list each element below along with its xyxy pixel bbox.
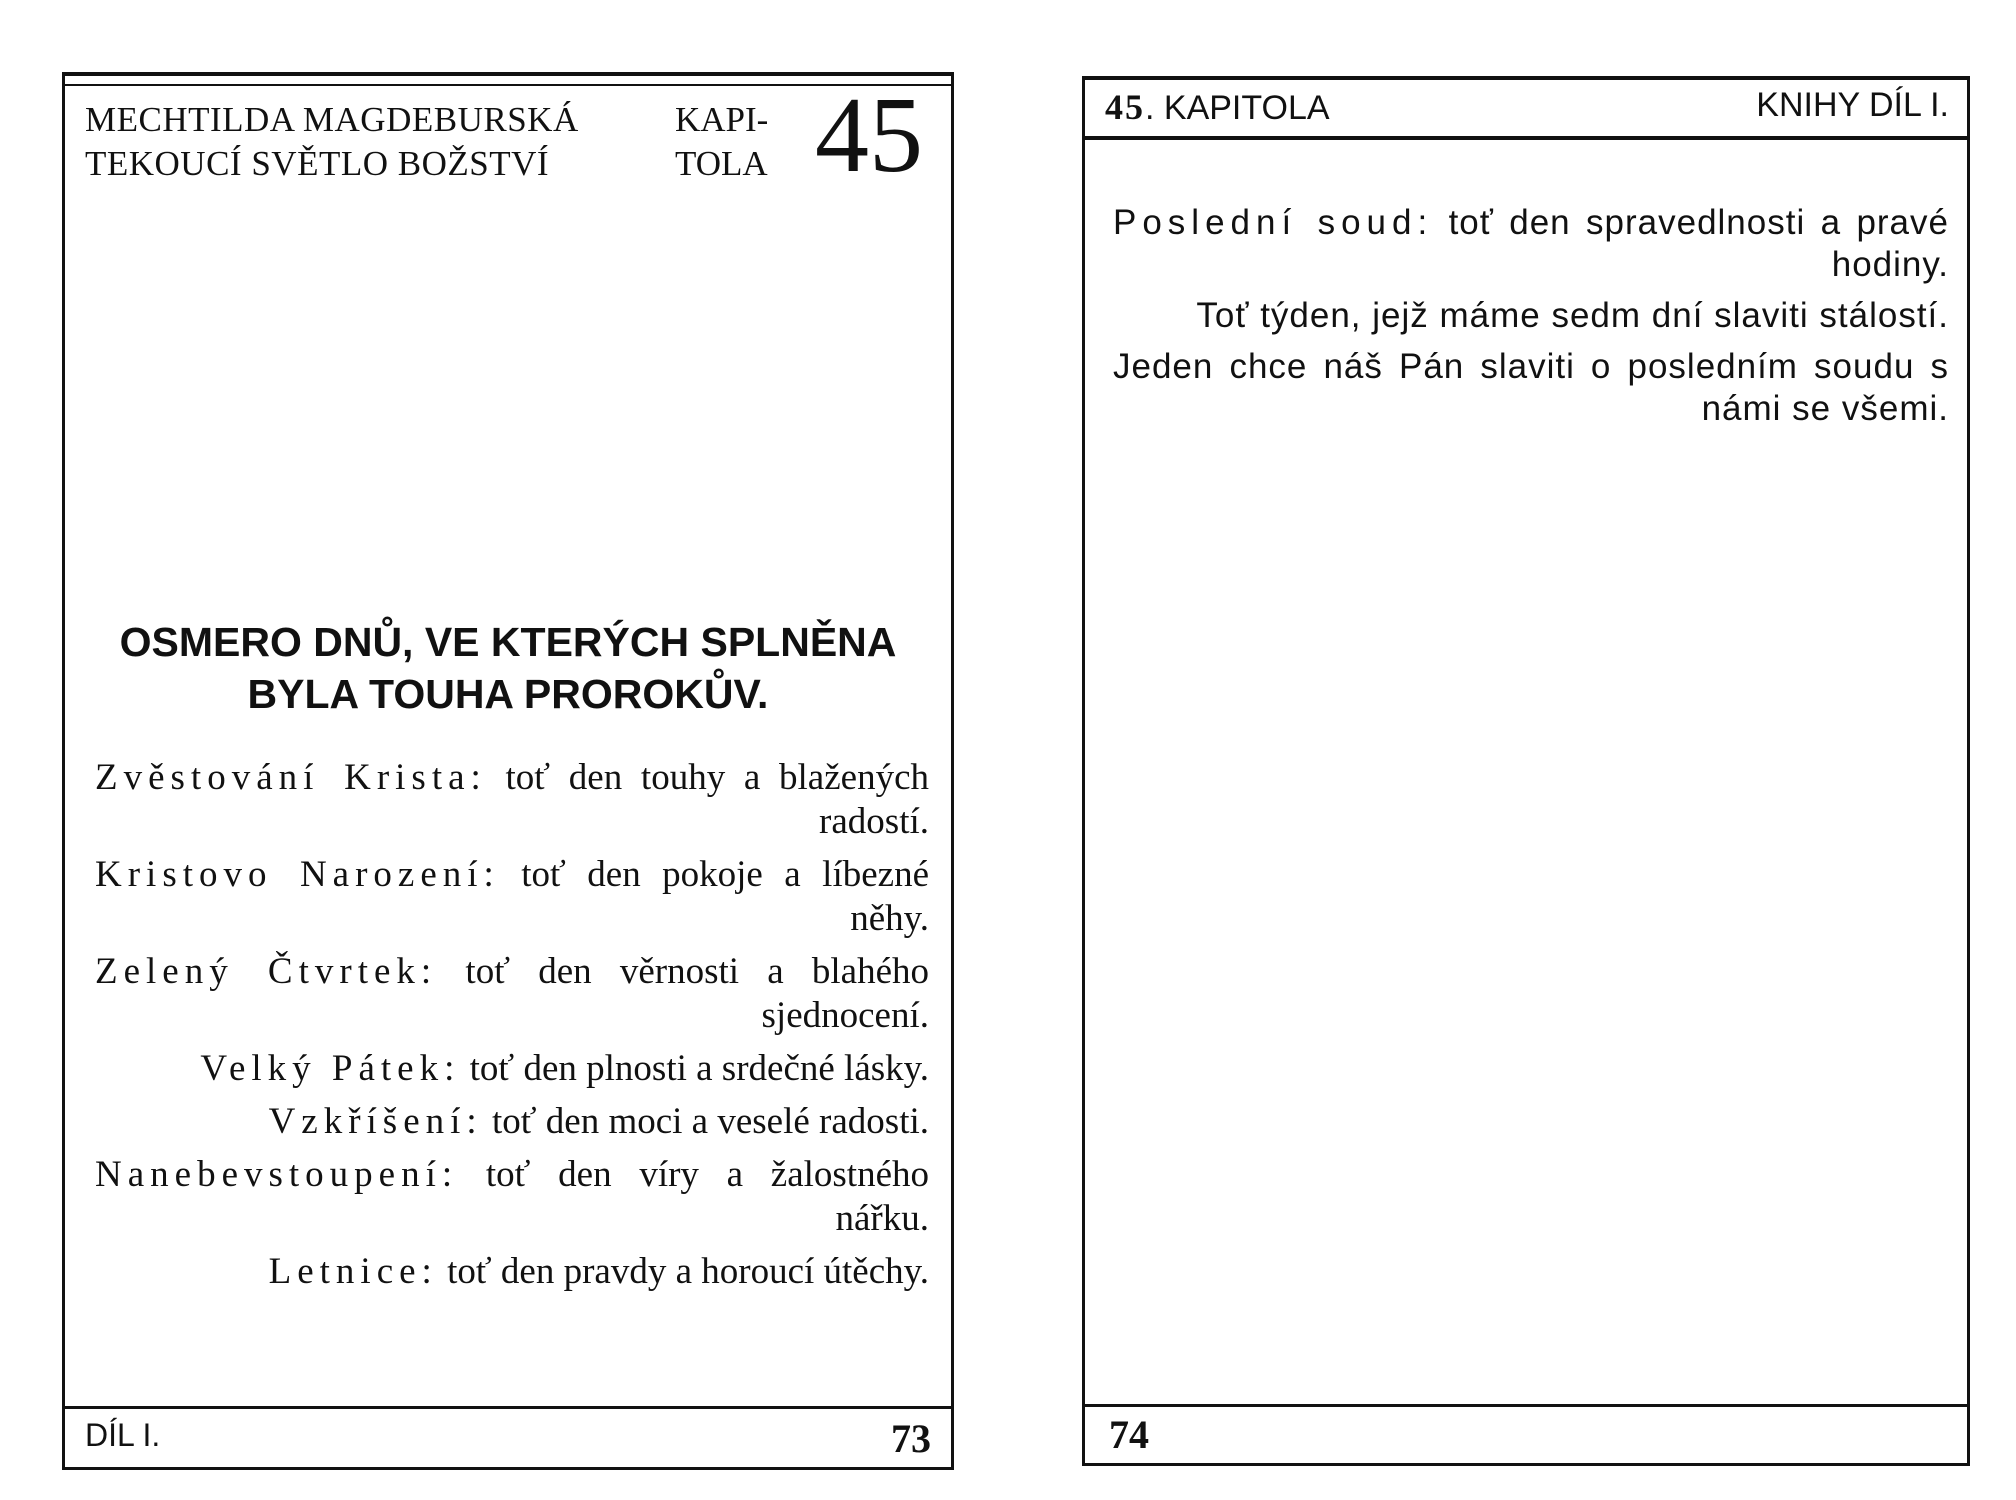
chapter-title [83,616,933,720]
entry-1 [1113,202,1949,286]
entry-text: toť den moci a veselé radosti. [482,1101,929,1142]
page-footer [1085,1404,1967,1466]
entry-term: Vzkříšení: [268,1101,483,1142]
chapter-label: . KAPITOLA [1145,89,1330,127]
chapter-label [675,98,768,186]
entry-7 [95,1250,929,1294]
book-part: KNIHY DÍL I. [1756,86,1949,124]
entry-5 [95,1100,929,1144]
entry-term: Poslední soud: [1113,203,1434,242]
entry-term: Kristovo Narození: [95,854,500,895]
entry-1 [95,756,929,844]
chapter-number: 45 [1105,87,1145,127]
chapter-label-line1: KAPI- [675,100,769,139]
entry-3 [95,950,929,1038]
running-header [85,98,579,186]
entry-2 [95,853,929,941]
right-page [1082,76,1970,1466]
entry-6 [95,1153,929,1241]
entry-term: Zelený Čtvrtek: [95,951,438,992]
entry-text: toť den plnosti a srdečné lásky. [460,1048,929,1089]
page-number: 73 [891,1416,931,1461]
entry-term: Letnice: [268,1251,438,1292]
entry-term: Velký Pátek: [200,1048,461,1089]
book-title: TEKOUCÍ SVĚTLO BOŽSTVÍ [85,144,550,183]
chapter-title-line1: OSMERO DNŮ, VE KTERÝCH SPLNĚNA [119,619,897,665]
entries-list [95,756,929,1303]
page-number: 74 [1109,1412,1149,1457]
entry-text: toť den pravdy a horoucí útěchy. [437,1251,929,1292]
entry-3 [1113,346,1949,430]
entries-list [1113,202,1949,439]
chapter-number: 45 [815,76,923,195]
part-label: DÍL I. [85,1417,161,1453]
entry-text: toť den věrnosti a blahého sjednocení. [437,951,929,1036]
entry-2 [1113,295,1949,337]
page-footer [65,1406,951,1470]
left-page [62,72,954,1470]
entry-text: toť den touhy a blažených radostí. [486,757,929,842]
entry-text: toť den spravedlnosti a pravé hodiny. [1433,203,1949,284]
chapter-heading [1105,86,1330,128]
chapter-label-line2: TOLA [675,144,768,183]
entry-4 [95,1047,929,1091]
running-header [1085,80,1967,140]
entry-text: Jeden chce náš Pán slaviti o posledním soudu s námi se všemi. [1113,347,1949,428]
entry-term: Nanebevstoupení: [95,1154,459,1195]
entry-text: Toť týden, jejž máme sedm dní slaviti stálostí. [1196,296,1949,335]
author-name: MECHTILDA MAGDEBURSKÁ [85,100,579,139]
entry-text: toť den pokoje a líbezné něhy. [499,854,929,939]
chapter-title-line2: BYLA TOUHA PROROKŮV. [247,671,769,717]
entry-text: toť den víry a žalostného nářku. [458,1154,929,1239]
entry-term: Zvěstování Krista: [95,757,487,798]
